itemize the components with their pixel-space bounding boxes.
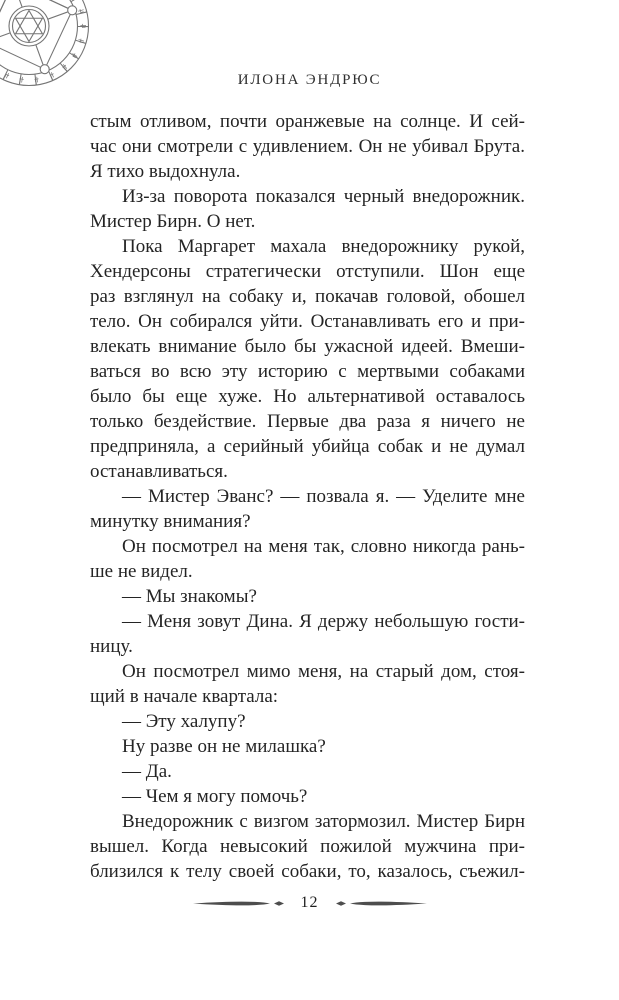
text-line: Он посмотрел на меня так, словно никогда рань- — [122, 536, 525, 557]
text-line: влекать внимание было бы ужасной идеей. Вмеши- — [90, 336, 525, 357]
text-block — [90, 109, 525, 884]
running-header: ИЛОНА ЭНДРЮС — [237, 72, 382, 88]
text-line: тело. Он собирался уйти. Останавливать его и при- — [90, 311, 525, 332]
text-line: минутку внимания? — [90, 511, 251, 532]
text-line: стым отливом, почти оранжевые на солнце. И сей- — [90, 111, 525, 132]
text-line: ваться во всю эту историю с мертвыми собаками — [90, 361, 525, 382]
flourish-right-icon — [335, 899, 427, 908]
text-line: останавливаться. — [90, 461, 228, 482]
text-line: ше не видел. — [90, 561, 193, 582]
text-line: было бы еще хуже. Но альтернативой оставалось — [90, 386, 525, 407]
text-line: Мистер Бирн. О нет. — [90, 211, 256, 232]
text-line: — Да. — [122, 761, 172, 782]
flourish-left-icon — [193, 899, 285, 908]
text-line: — Мы знакомы? — [122, 586, 257, 607]
text-line: Внедорожник с визгом затормозил. Мистер Бирн — [122, 811, 525, 832]
text-line: близился к телу своей собаки, то, казалось, съежил- — [90, 861, 525, 882]
text-line: — Мистер Эванс? — позвала я. — Уделите мне — [122, 486, 525, 507]
text-line: щий в начале квартала: — [90, 686, 279, 707]
text-line: ницу. — [90, 636, 133, 657]
text-line: — Чем я могу помочь? — [122, 786, 308, 807]
text-line: Хендерсоны стратегически отступили. Шон еще — [90, 261, 525, 282]
page-footer — [0, 894, 619, 912]
text-line: час они смотрели с удивлением. Он не убивал Брута. — [90, 136, 525, 157]
text-line: Пока Маргарет махала внедорожнику рукой, — [122, 236, 525, 257]
text-line: раз взглянул на собаку и, покачав головой, обошел — [90, 286, 525, 307]
text-line: предприняла, а серийный убийца собак и не думал — [90, 436, 525, 457]
page-number: 12 — [300, 894, 319, 911]
text-line: вышел. Когда невысокий пожилой мужчина при- — [90, 836, 525, 857]
text-line: Из-за поворота показался черный внедорожник. — [122, 186, 525, 207]
text-line: Я тихо выдохнула. — [90, 161, 241, 182]
text-line: Ну разве он не милашка? — [122, 736, 326, 757]
text-line: — Эту халупу? — [122, 711, 246, 732]
text-line: — Меня зовут Дина. Я держу небольшую гости- — [122, 611, 525, 632]
text-line: только бездействие. Первые два раза я ничего не — [90, 411, 525, 432]
text-line: Он посмотрел мимо меня, на старый дом, стоя- — [122, 661, 525, 682]
